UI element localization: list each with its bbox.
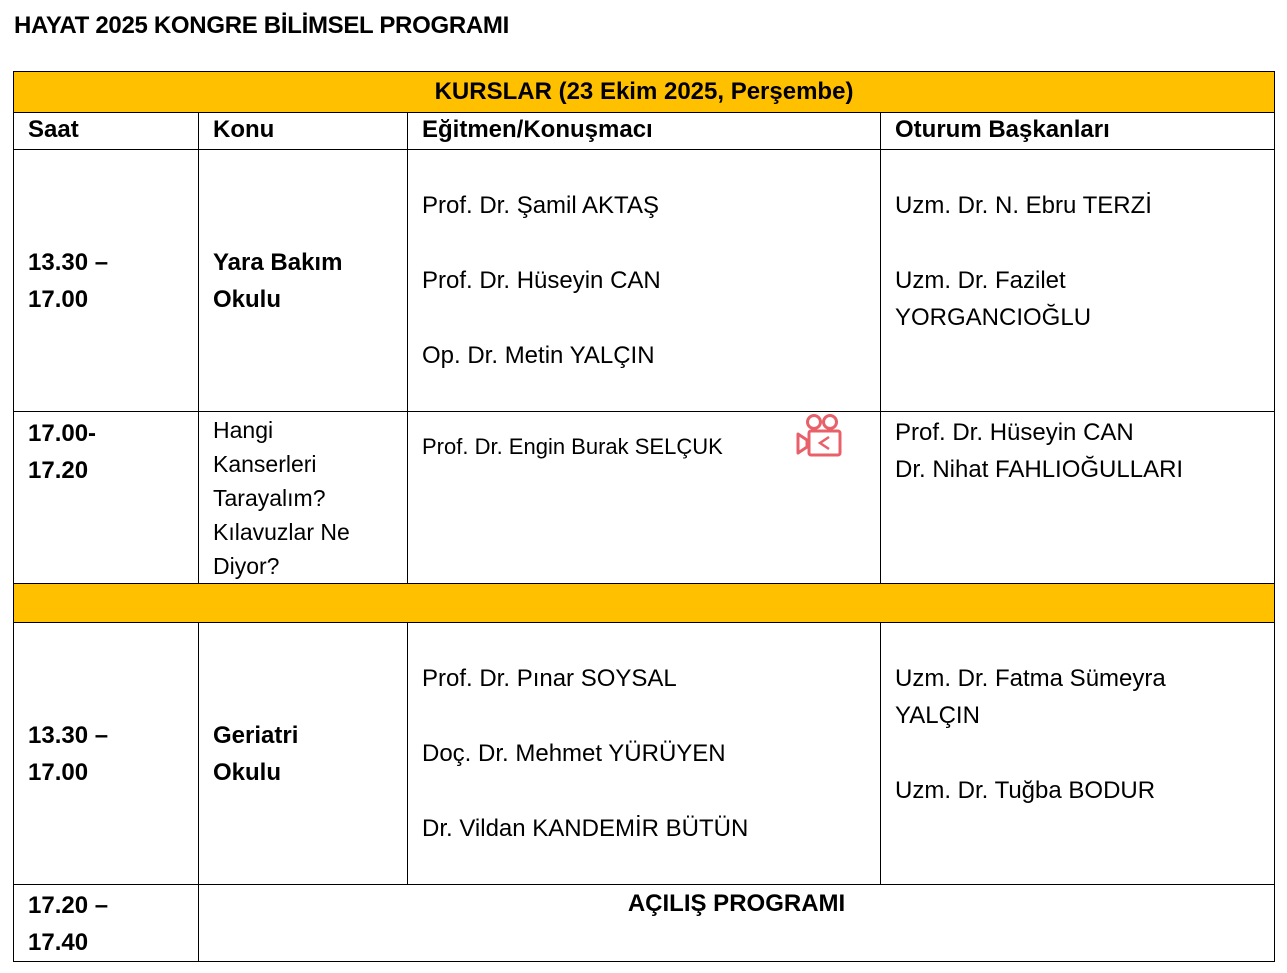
time-start: 17.20 – bbox=[28, 892, 109, 919]
topic-line: Kanserleri bbox=[213, 451, 317, 477]
time-cell bbox=[14, 623, 199, 885]
topic-line: Geriatri bbox=[213, 721, 299, 749]
topic-cell bbox=[199, 623, 408, 885]
time-start: 13.30 – bbox=[28, 721, 109, 749]
time-cell bbox=[14, 885, 199, 962]
table-row bbox=[14, 412, 1275, 584]
speaker-name: Op. Dr. Metin YALÇIN bbox=[422, 342, 655, 369]
topic-cell bbox=[199, 412, 408, 584]
video-camera-icon[interactable] bbox=[795, 412, 845, 460]
chairs-cell bbox=[881, 412, 1275, 584]
program-table bbox=[13, 71, 1275, 962]
speaker-name: Prof. Dr. Şamil AKTAŞ bbox=[422, 192, 659, 219]
topic-line: Tarayalım? bbox=[213, 485, 326, 511]
speakers-cell bbox=[408, 412, 881, 584]
chair-name: Dr. Nihat FAHLIOĞULLARI bbox=[895, 456, 1184, 483]
speaker-name: Dr. Vildan KANDEMİR BÜTÜN bbox=[422, 815, 749, 842]
table-row bbox=[14, 623, 1275, 885]
time-end: 17.20 bbox=[28, 457, 89, 484]
speaker-name: Prof. Dr. Hüseyin CAN bbox=[422, 267, 661, 294]
chair-name: Prof. Dr. Hüseyin CAN bbox=[895, 419, 1134, 446]
header-egitmen: Eğitmen/Konuşmacı bbox=[408, 113, 881, 150]
header-baskan: Oturum Başkanları bbox=[881, 113, 1275, 150]
document-title: HAYAT 2025 KONGRE BİLİMSEL PROGRAMI bbox=[14, 12, 509, 39]
courses-banner: KURSLAR (23 Ekim 2025, Perşembe) bbox=[14, 72, 1275, 113]
table-row bbox=[14, 885, 1275, 962]
speaker-name: Doç. Dr. Mehmet YÜRÜYEN bbox=[422, 740, 726, 767]
section-separator bbox=[14, 584, 1275, 623]
time-end: 17.40 bbox=[28, 929, 89, 956]
table-row bbox=[14, 150, 1275, 412]
speakers-cell bbox=[408, 150, 881, 412]
header-konu: Konu bbox=[199, 113, 408, 150]
topic-cell bbox=[199, 150, 408, 412]
topic-line: Diyor? bbox=[213, 553, 280, 579]
time-cell bbox=[14, 412, 199, 584]
opening-program: AÇILIŞ PROGRAMI bbox=[199, 885, 1275, 962]
topic-line: Okulu bbox=[213, 285, 282, 313]
topic-line: Okulu bbox=[213, 758, 282, 786]
chair-name: Uzm. Dr. Fazilet bbox=[895, 267, 1066, 294]
speakers-cell bbox=[408, 623, 881, 885]
time-end: 17.00 bbox=[28, 758, 89, 786]
chair-name: YORGANCIOĞLU bbox=[895, 304, 1092, 331]
time-cell bbox=[14, 150, 199, 412]
chair-name: Uzm. Dr. Tuğba BODUR bbox=[895, 777, 1156, 804]
time-start: 13.30 – bbox=[28, 248, 109, 276]
time-start: 17.00- bbox=[28, 420, 97, 447]
speaker-name: Prof. Dr. Engin Burak SELÇUK bbox=[422, 434, 723, 459]
speaker-name: Prof. Dr. Pınar SOYSAL bbox=[422, 665, 677, 692]
time-end: 17.00 bbox=[28, 285, 89, 313]
topic-line: Yara Bakım bbox=[213, 248, 343, 276]
topic-line: Hangi bbox=[213, 417, 274, 443]
chair-name: YALÇIN bbox=[895, 702, 980, 729]
topic-line: Kılavuzlar Ne bbox=[213, 519, 350, 545]
chair-name: Uzm. Dr. N. Ebru TERZİ bbox=[895, 192, 1152, 219]
header-saat: Saat bbox=[14, 113, 199, 150]
chair-name: Uzm. Dr. Fatma Sümeyra bbox=[895, 665, 1166, 692]
chairs-cell bbox=[881, 623, 1275, 885]
chairs-cell bbox=[881, 150, 1275, 412]
